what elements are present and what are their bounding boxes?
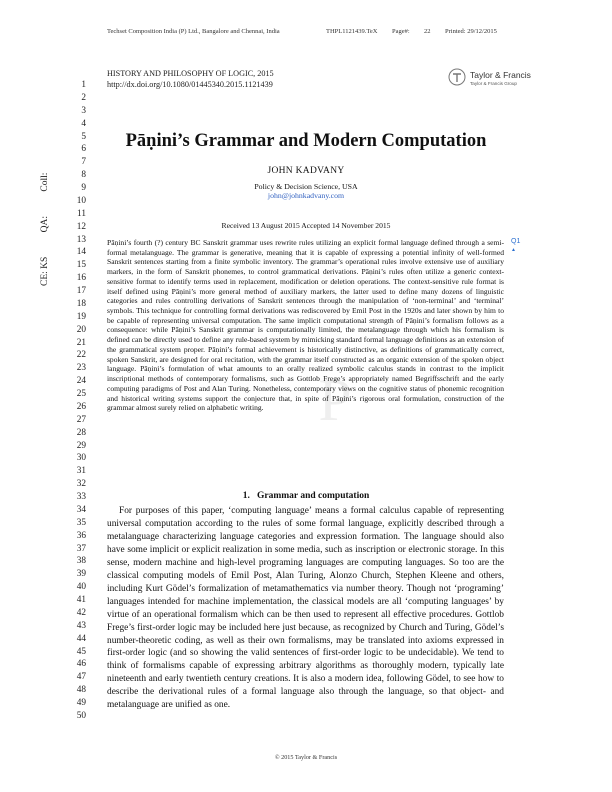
- line-number: 6: [81, 144, 86, 155]
- line-number: 13: [76, 234, 86, 245]
- line-number: 30: [76, 453, 86, 464]
- taylor-francis-logo-icon: [448, 68, 466, 86]
- received-dates: Received 13 August 2015 Accepted 14 November 2015: [221, 221, 391, 230]
- line-number: 18: [76, 298, 86, 309]
- query-marker-label[interactable]: Q1: [511, 238, 521, 245]
- line-number: 1: [81, 80, 86, 90]
- line-number: 9: [81, 183, 86, 193]
- section-body: [107, 505, 504, 712]
- line-number: 44: [76, 633, 86, 644]
- section-number: 1.: [242, 491, 250, 501]
- line-number: 40: [76, 582, 86, 593]
- line-number: 11: [77, 208, 86, 219]
- line-number: 33: [76, 492, 86, 502]
- line-number: 24: [76, 376, 86, 387]
- line-number: 43: [76, 620, 86, 631]
- line-number: 31: [76, 466, 86, 477]
- author-name: JOHN KADVANY: [267, 166, 345, 176]
- qa-label: QA:: [40, 215, 50, 233]
- query-marker[interactable]: [511, 238, 521, 253]
- author-affiliation: Policy & Decision Science, USA: [254, 182, 358, 191]
- line-number: 41: [76, 595, 86, 605]
- header-printed-date: Printed: 29/12/2015: [445, 28, 497, 35]
- line-number: 17: [76, 286, 86, 296]
- line-number: 16: [76, 273, 86, 284]
- ce-label: CE: KS: [40, 256, 50, 286]
- query-caret-icon: ▲: [511, 247, 516, 253]
- line-number: 27: [76, 414, 86, 425]
- journal-info: [107, 68, 274, 90]
- line-number: 2: [81, 92, 86, 103]
- line-number: 48: [76, 685, 86, 696]
- line-number: 4: [81, 118, 86, 129]
- publisher-name: Taylor & Francis: [470, 70, 531, 80]
- line-number: 26: [76, 401, 86, 412]
- line-number: 47: [76, 672, 86, 683]
- line-number: 5: [81, 131, 86, 142]
- line-number: 21: [76, 337, 86, 348]
- line-number: 25: [76, 389, 86, 399]
- line-number: 22: [76, 350, 86, 361]
- line-number: 32: [76, 479, 86, 490]
- line-number: 36: [76, 530, 86, 541]
- line-number: 46: [76, 659, 86, 670]
- line-number: 3: [81, 105, 86, 116]
- line-number: 34: [76, 504, 86, 515]
- line-number: 14: [76, 247, 86, 258]
- line-number: 39: [76, 569, 86, 580]
- line-number: 37: [76, 543, 86, 554]
- line-number: 35: [76, 517, 86, 528]
- line-number: 19: [76, 311, 86, 322]
- journal-name: HISTORY AND PHILOSOPHY OF LOGIC, 2015: [107, 69, 274, 78]
- line-number: 20: [76, 324, 86, 335]
- line-number: 38: [76, 556, 86, 567]
- line-number: 15: [76, 260, 86, 271]
- copyright-footer: © 2015 Taylor & Francis: [274, 754, 338, 761]
- line-number: 10: [76, 195, 86, 206]
- proof-watermark-icon: [260, 330, 410, 480]
- coll-label: Coll:: [40, 172, 50, 192]
- line-number: 49: [76, 698, 86, 708]
- header-page-number: 22: [424, 28, 431, 35]
- body-paragraph: For purposes of this paper, ‘computing language’ means a formal calculus capable of representing universal computation according to the rules of some formal language, explicitly described through a metalanguage characterizing language categories and expression formation. The language should also have some implicit or explicit realization in some media, such as inscription or electronic storage. In this sense, modern machine and high-level programing languages are computing languages. So too are the classical computing models of Emil Post, Alan Turing, Alonzo Church, Stephen Kleene and others, including Kurt Gödel’s formalization of metamathematics via number theory. Though not ‘programing’ languages intended for machine implementation, the classical models are all ‘computing languages’ by virtue of an operational formalism which can be then used to represent all effective procedures. Gottlob Frege’s first-order logic may be included here just because, as recognized by Church and Turing, Gödel’s number-theoretic coding, as well as their own formalisms, may be translated into axioms expressed in first-order logic (and so showing the valid sentences of first-order logic to be undecidable). We tend to think of formalisms capable of expressing arbitrary algorithms as thoroughly modern, typically late nineteenth and early twentieth century creations. It is also a modern idea, following Gödel, to see how to describe the derivational rules of a formal language also through the language, so that object- and metalanguage are unified as one.: [107, 506, 504, 711]
- line-number: 42: [76, 607, 86, 618]
- article-title: Pāṇini’s Grammar and Modern Computation: [125, 131, 487, 151]
- line-number: 12: [76, 221, 86, 232]
- line-number: 45: [76, 646, 86, 657]
- header-file-id: THPL1121439.TeX: [326, 28, 378, 35]
- line-number: 7: [81, 157, 86, 168]
- publisher-group: Taylor & Francis Group: [470, 81, 517, 86]
- section-heading: [0, 491, 612, 501]
- header-publisher: Techset Composition India (P) Ltd., Bangalore and Chennai, India: [107, 28, 280, 35]
- section-title: Grammar and computation: [257, 491, 370, 501]
- journal-doi[interactable]: http://dx.doi.org/10.1080/01445340.2015.1121439: [107, 80, 273, 89]
- author-email[interactable]: john@johnkadvany.com: [267, 191, 345, 200]
- line-number: 29: [76, 440, 86, 451]
- svg-text:P: P: [318, 367, 352, 433]
- line-number: 28: [76, 427, 86, 438]
- line-number: 8: [81, 170, 86, 181]
- header-page-label: Page#:: [392, 28, 410, 35]
- line-number: 23: [76, 363, 86, 374]
- line-number: 50: [76, 710, 86, 721]
- abstract-text: Pāṇini’s fourth (?) century BC Sanskrit grammar uses rewrite rules utilizing an explicit formal language defined through a semi-formal metalanguage. The grammar is generative, meaning that it is capable of expressing a potential infinity of well-formed Sanskrit sentences starting from a finite symbolic inventory. The grammar’s operational rules involve extensive use of auxiliary markers, in the form of Sanskrit phonemes, to control grammatical derivations. Pāṇini’s rules often utilize a generic context-sensitive format to identify terms used in replacement, modification or deletion operations. The context-sensitive rule format is itself defined using Pāṇini’s more general method of auxiliary markers, the latter used to define many dozens of linguistic categories and rules controlling derivations of Sanskrit sentences through the manipulation of ‘non-terminal’ and ‘terminal’ symbols. This technique for controlling formal derivations was rediscovered by Emil Post in the 1920s and later shown by him to be capable of representing universal computation. The same implicit computational strength of Pāṇini’s formalism follows as a consequence: while Pāṇini’s Sanskrit grammar is computationally limited, the metalanguage through which his formalism is defined can be directly used to define any rule-based system by mimicking standard formal language definitions as an extension of the grammatical system proper. Pāṇini’s formal achievement is historically distinctive, as definitions of grammatically correct, spoken Sanskrit, are designed for oral recitation, with the grammar itself constructed as an organic extension of the spoken object language. Pāṇini’s formulation of what amounts to an orally realized symbolic calculus stands in contrast to the implicit inscriptional methods of contemporary formalisms, such as Gottlob Frege’s appropriately named Begriffsschrift and the early computing paradigms of Post and Alan Turing. Nonetheless, contemporary views on the cognitive status of phonemic recognition and historical writing systems support the conjecture that, in spite of Pāṇini’s rigorous oral formulation, construction of the grammar almost surely relied on alphabetic writing.: [107, 238, 504, 413]
